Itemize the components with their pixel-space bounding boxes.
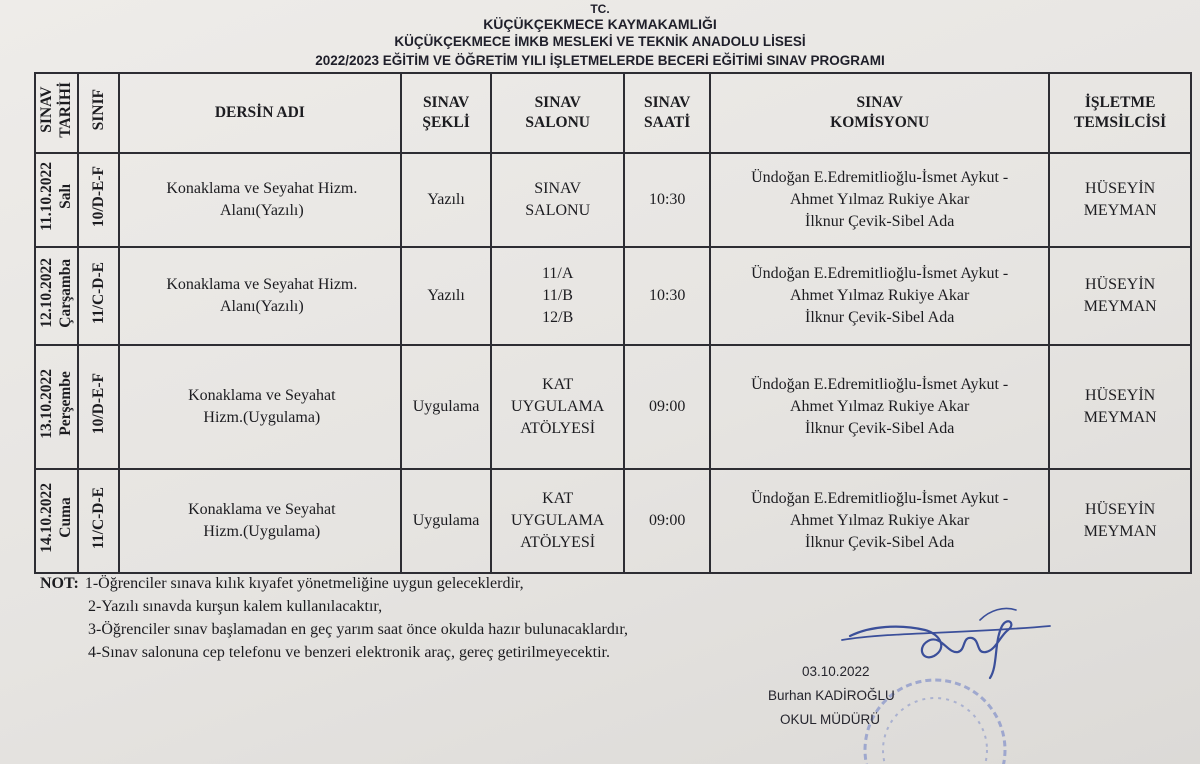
col-header-sinif: SINIF (78, 73, 119, 153)
cell-ders: Konaklama ve Seyahat Hizm.(Uygulama) (119, 345, 401, 469)
cell-sinif: 11/C-D-E (78, 469, 119, 573)
cell-saat: 09:00 (624, 345, 710, 469)
table-row (35, 469, 1191, 573)
cell-sinif: 10/D-E-F (78, 153, 119, 247)
header-school: KÜÇÜKÇEKMECE İMKB MESLEKİ VE TEKNİK ANADOLU LİSESİ (394, 34, 806, 49)
table-header-row (35, 73, 1191, 153)
cell-komisyon: Ündoğan E.Edremitlioğlu-İsmet Aykut - Ahmet Yılmaz Rukiye Akar İlknur Çevik-Sibel Ada (710, 247, 1049, 345)
col-header-tarih: SINAV TARİHİ (35, 73, 78, 153)
note-item: NOT: 1-Öğrenciler sınava kılık kıyafet yönetmeliğine uygun geleceklerdir, (40, 575, 524, 592)
notes-label: NOT: (40, 575, 79, 592)
cell-komisyon: Ündoğan E.Edremitlioğlu-İsmet Aykut - Ahmet Yılmaz Rukiye Akar İlknur Çevik-Sibel Ada (710, 345, 1049, 469)
cell-date: 14.10.2022 Cuma (35, 469, 78, 573)
cell-ders: Konaklama ve Seyahat Hizm.(Uygulama) (119, 469, 401, 573)
cell-sekli: Yazılı (401, 153, 491, 247)
note-item: 4-Sınav salonuna cep telefonu ve benzeri elektronik araç, gereç getirilmeyecektir. (88, 644, 610, 661)
cell-sekli: Uygulama (401, 469, 491, 573)
col-header-sekli: SINAV ŞEKLİ (401, 73, 491, 153)
signature-date: 03.10.2022 (802, 664, 870, 679)
cell-sekli: Yazılı (401, 247, 491, 345)
header-district: KÜÇÜKÇEKMECE KAYMAKAMLIĞI (483, 16, 717, 32)
col-header-salon: SINAV SALONU (491, 73, 624, 153)
col-header-saat: SINAV SAATİ (624, 73, 710, 153)
notes-block (40, 572, 628, 664)
cell-salon: KAT UYGULAMA ATÖLYESİ (491, 469, 624, 573)
cell-temsilci: HÜSEYİN MEYMAN (1049, 469, 1191, 573)
col-header-temsilci: İŞLETME TEMSİLCİSİ (1049, 73, 1191, 153)
cell-temsilci: HÜSEYİN MEYMAN (1049, 247, 1191, 345)
cell-salon: KAT UYGULAMA ATÖLYESİ (491, 345, 624, 469)
cell-ders: Konaklama ve Seyahat Hizm. Alanı(Yazılı) (119, 247, 401, 345)
col-header-komisyon: SINAV KOMİSYONU (710, 73, 1049, 153)
cell-date: 11.10.2022 Salı (35, 153, 78, 247)
signatory-title: OKUL MÜDÜRÜ (780, 712, 881, 727)
cell-sinif: 11/C-D-E (78, 247, 119, 345)
cell-sinif: 10/D-E-F (78, 345, 119, 469)
cell-temsilci: HÜSEYİN MEYMAN (1049, 153, 1191, 247)
cell-date: 12.10.2022 Çarşamba (35, 247, 78, 345)
cell-salon: SINAV SALONU (491, 153, 624, 247)
cell-date: 13.10.2022 Perşembe (35, 345, 78, 469)
note-item: 2-Yazılı sınavda kurşun kalem kullanılacaktır, (88, 598, 383, 615)
cell-salon: 11/A 11/B 12/B (491, 247, 624, 345)
cell-komisyon: Ündoğan E.Edremitlioğlu-İsmet Aykut - Ahmet Yılmaz Rukiye Akar İlknur Çevik-Sibel Ada (710, 469, 1049, 573)
col-header-ders: DERSİN ADI (119, 73, 401, 153)
note-item: 3-Öğrenciler sınav başlamadan en geç yarım saat önce okulda hazır bulunacaklardır, (88, 621, 629, 638)
cell-saat: 10:30 (624, 247, 710, 345)
header-program-title: 2022/2023 EĞİTİM VE ÖĞRETİM YILI İŞLETMELERDE BECERİ EĞİTİMİ SINAV PROGRAMI (315, 53, 885, 68)
table-row (35, 247, 1191, 345)
table-row (35, 153, 1191, 247)
table-row (35, 345, 1191, 469)
cell-saat: 10:30 (624, 153, 710, 247)
cell-saat: 09:00 (624, 469, 710, 573)
cell-ders: Konaklama ve Seyahat Hizm. Alanı(Yazılı) (119, 153, 401, 247)
header-tc: TC. (590, 2, 610, 16)
cell-sekli: Uygulama (401, 345, 491, 469)
cell-temsilci: HÜSEYİN MEYMAN (1049, 345, 1191, 469)
cell-komisyon: Ündoğan E.Edremitlioğlu-İsmet Aykut - Ahmet Yılmaz Rukiye Akar İlknur Çevik-Sibel Ada (710, 153, 1049, 247)
exam-schedule-table (34, 72, 1192, 574)
signatory-name: Burhan KADİROĞLU (768, 688, 895, 703)
